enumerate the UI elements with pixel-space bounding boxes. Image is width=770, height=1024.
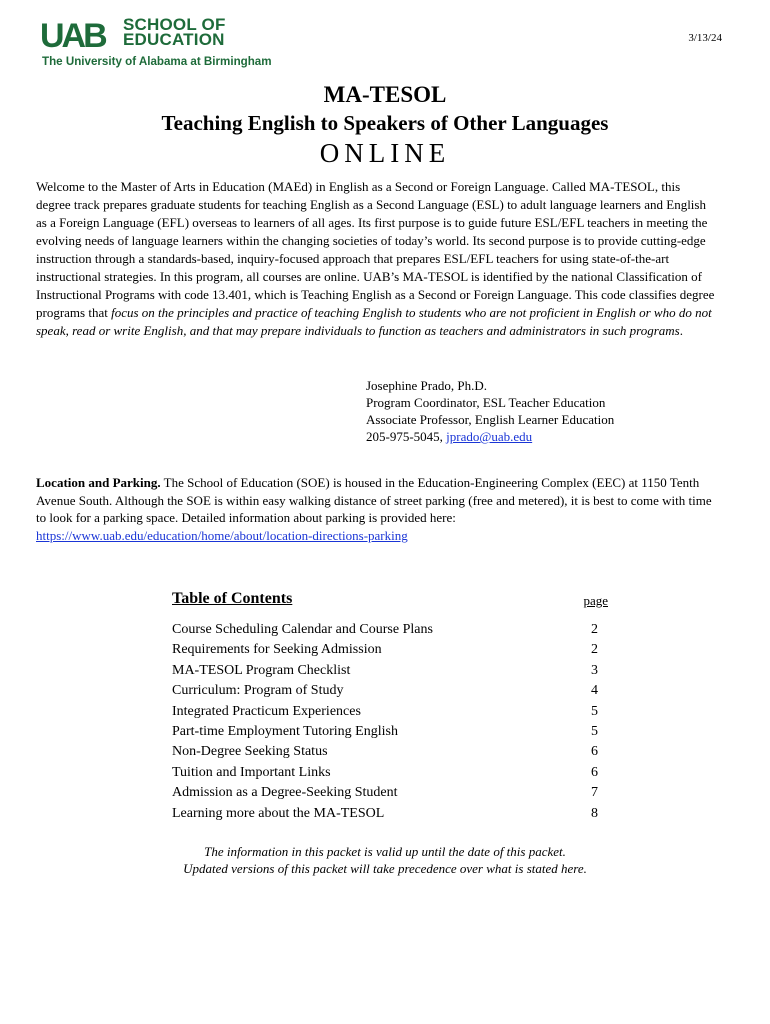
format-label: ONLINE <box>319 138 451 168</box>
page-subtitle: Teaching English to Speakers of Other Languages <box>161 111 609 135</box>
signature-block <box>366 377 614 445</box>
signature-role-2: Associate Professor, English Learner Education <box>366 412 615 427</box>
location-heading: Location and Parking. <box>36 475 161 490</box>
toc-page-number: 4 <box>591 683 598 699</box>
logo-university-name: The University of Alabama at Birmingham <box>42 55 272 68</box>
toc-label: Non-Degree Seeking Status <box>172 744 328 760</box>
toc-row <box>172 704 608 724</box>
toc-label: Course Scheduling Calendar and Course Plans <box>172 622 433 637</box>
toc-page-label: page <box>583 593 608 608</box>
uab-logo <box>40 15 272 70</box>
svg-text:UAB: UAB <box>40 18 105 50</box>
toc-page-number: 2 <box>591 642 598 658</box>
signature-contact <box>366 428 614 445</box>
toc-page-number: 3 <box>591 662 598 678</box>
signature-name: Josephine Prado, Ph.D. <box>366 378 487 393</box>
signature-phone: 205-975-5045, <box>366 429 447 444</box>
intro-italic-definition: focus on the principles and practice of teaching English to students who are not proficient in English or who do not speak, read or write English, and that may prepare individuals to function as teachers and administrators in such programs <box>36 305 712 338</box>
logo-school-name: SCHOOL OF EDUCATION <box>123 15 226 49</box>
toc-label: Tuition and Important Links <box>172 764 331 780</box>
table-of-contents <box>172 590 608 826</box>
parking-link[interactable]: https://www.uab.edu/education/home/about/location-directions-parking <box>36 527 408 543</box>
toc-row <box>172 765 608 785</box>
toc-label: Curriculum: Program of Study <box>172 683 344 699</box>
validity-note-line-2: Updated versions of this packet will take precedence over what is stated here. <box>183 861 587 876</box>
intro-paragraph: Welcome to the Master of Arts in Education (MAEd) in English as a Second or Foreign Language. Called MA-TESOL, this degree track prepares graduate students for teaching English as a Second Language (ESL) to adult language learners and English as a Foreign Language (EFL) overseas to learners of all ages. Its first purpose is to guide future ESL/EFL teachers in meeting the evolving needs of language learners within the changing societies of today’s world. Its second purpose is to provide cutting-edge instruction through a standards-based, inquiry-focused approach that prepares ESL/EFL teachers for using state-of-the-art instructional strategies. In this program, all courses are online. UAB’s MA-TESOL is identified by the national Classification of Instructional Programs with code 13.401, which is Teaching English as a Second or Foreign Language. This code classifies degree programs that focus on the principles and practice of teaching English to students who are not proficient in English or who do not speak, read or write English, and that may prepare individuals to function as teachers and administrators in such programs. <box>36 179 715 338</box>
toc-header <box>172 590 608 622</box>
toc-title: Table of Contents <box>172 590 293 607</box>
validity-note-line-1: The information in this packet is valid up until the date of this packet. <box>204 844 566 859</box>
toc-page-number: 6 <box>591 744 598 760</box>
toc-label: Requirements for Seeking Admission <box>172 642 382 658</box>
toc-row <box>172 744 608 764</box>
toc-page-number: 5 <box>591 723 598 739</box>
uab-logo-mark <box>40 18 120 50</box>
toc-page-number: 8 <box>591 805 598 821</box>
page-title: MA-TESOL <box>323 82 447 107</box>
signature-role-1: Program Coordinator, ESL Teacher Education <box>366 395 606 410</box>
toc-row <box>172 683 608 703</box>
toc-row <box>172 785 608 805</box>
toc-page-number: 6 <box>591 764 598 780</box>
toc-label: Integrated Practicum Experiences <box>172 703 361 719</box>
email-link[interactable]: jprado@uab.edu <box>446 429 533 444</box>
toc-label: Part-time Employment Tutoring English <box>172 723 398 739</box>
document-date: 3/13/24 <box>688 32 722 44</box>
toc-row <box>172 642 608 662</box>
validity-note <box>0 843 770 877</box>
toc-row <box>172 663 608 683</box>
toc-label: Admission as a Degree-Seeking Student <box>172 785 398 801</box>
location-parking-paragraph: Location and Parking. The School of Education (SOE) is housed in the Education-Engineering Complex (EEC) at 1150 Tenth Avenue South. Although the SOE is within easy walking distance of street parking (free and metered), it is best to come with time to look for a parking space. Detailed information about parking is provided here: https://www.uab.edu/education/home/about/location-directions-parking <box>36 475 712 543</box>
toc-row <box>172 724 608 744</box>
toc-row <box>172 806 608 826</box>
toc-page-number: 2 <box>591 622 598 637</box>
toc-label: MA-TESOL Program Checklist <box>172 662 351 678</box>
toc-page-number: 7 <box>591 785 598 801</box>
toc-page-number: 5 <box>591 703 598 719</box>
toc-row <box>172 622 608 642</box>
toc-label: Learning more about the MA-TESOL <box>172 805 385 821</box>
